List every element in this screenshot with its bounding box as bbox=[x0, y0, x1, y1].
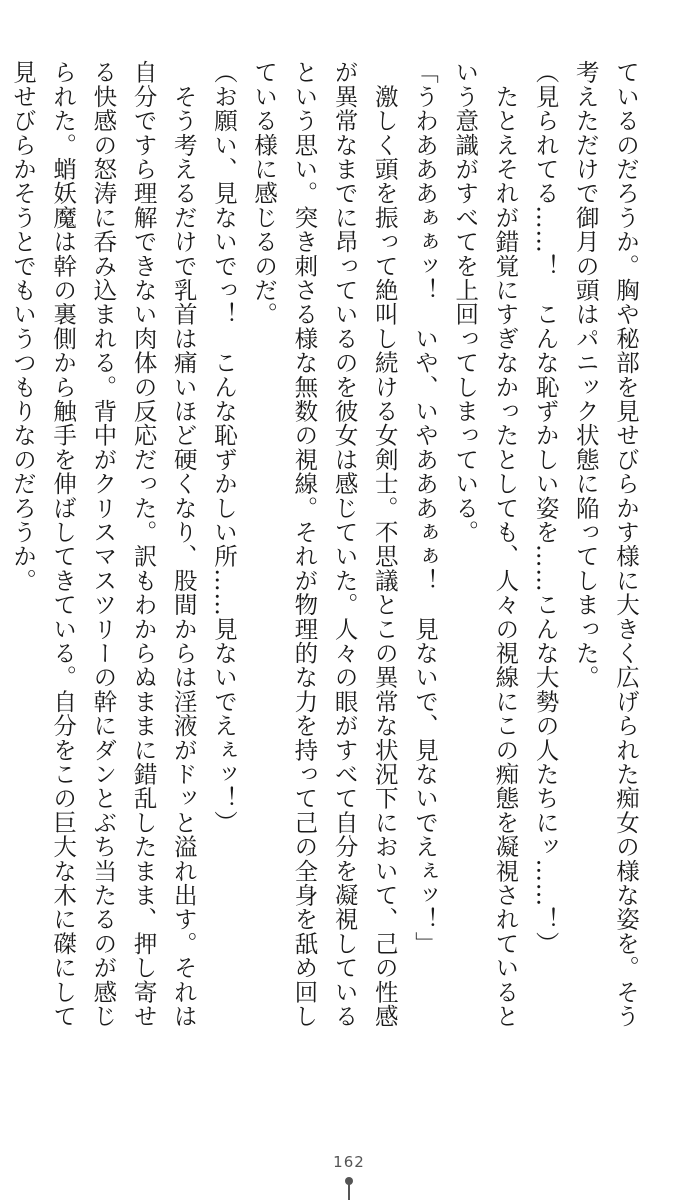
text-line: 見せびらかそうとでもいうつもりなのだろうか。 bbox=[8, 60, 37, 593]
body-text bbox=[8, 60, 646, 1080]
page-marker-stem bbox=[348, 1184, 350, 1200]
text-line: ているのだろうか。胸や秘部を見せびらかす様に大きく広げられた痴女の様な姿を。そう bbox=[612, 60, 640, 1029]
text-line: （見られてる……！ こんな恥ずかしい姿を……こんな大勢の人たちにッ……！） bbox=[531, 60, 560, 956]
text-line: が異常なまでに昂っているのを彼女は感じていた。人々の眼がすべて自分を凝視している bbox=[330, 60, 359, 1028]
text-line: 「うわあああぁぁッ！ いや、いやあああぁぁ！ 見ないで、見ないでえぇッ！」 bbox=[410, 60, 439, 956]
text-line bbox=[0, 60, 3, 1080]
text-line: たとえそれが錯覚にすぎなかったとしても、人々の視線にこの痴態を凝視されていると bbox=[491, 60, 520, 1028]
text-line: いう意識がすべてを上回ってしまっている。 bbox=[451, 60, 480, 544]
text-line: 激しく頭を振って絶叫し続ける女剣士。不思議とこの異常な状況下において、己の性感 bbox=[370, 60, 399, 1028]
text-line: （お願い、見ないでっ！ こんな恥ずかしい所……見ないでえぇッ！） bbox=[209, 60, 238, 835]
text-line: る快感の怒涛に呑み込まれる。背中がクリスマスツリーの幹にダンとぶち当たるのが感じ bbox=[89, 60, 118, 1028]
text-line: ている様に感じるのだ。 bbox=[250, 60, 279, 327]
text-line: 自分ですら理解できない肉体の反応だった。訳もわからぬままに錯乱したまま、押し寄せ bbox=[129, 60, 158, 1028]
text-line: そう考えるだけで乳首は痛いほど硬くなり、股間からは淫液がドッと溢れ出す。それは bbox=[169, 60, 198, 1028]
text-line: られた。蛸妖魔は幹の裏側から触手を伸ばしてきている。自分をこの巨大な木に磔にして bbox=[49, 60, 78, 1028]
text-line: 考えただけで御月の頭はパニック状態に陥ってしまった。 bbox=[571, 60, 600, 690]
text-line: という思い。突き刺さる様な無数の視線。それが物理的な力を持って己の全身を舐め回し bbox=[290, 60, 319, 1029]
page-number: 162 bbox=[333, 1153, 365, 1171]
